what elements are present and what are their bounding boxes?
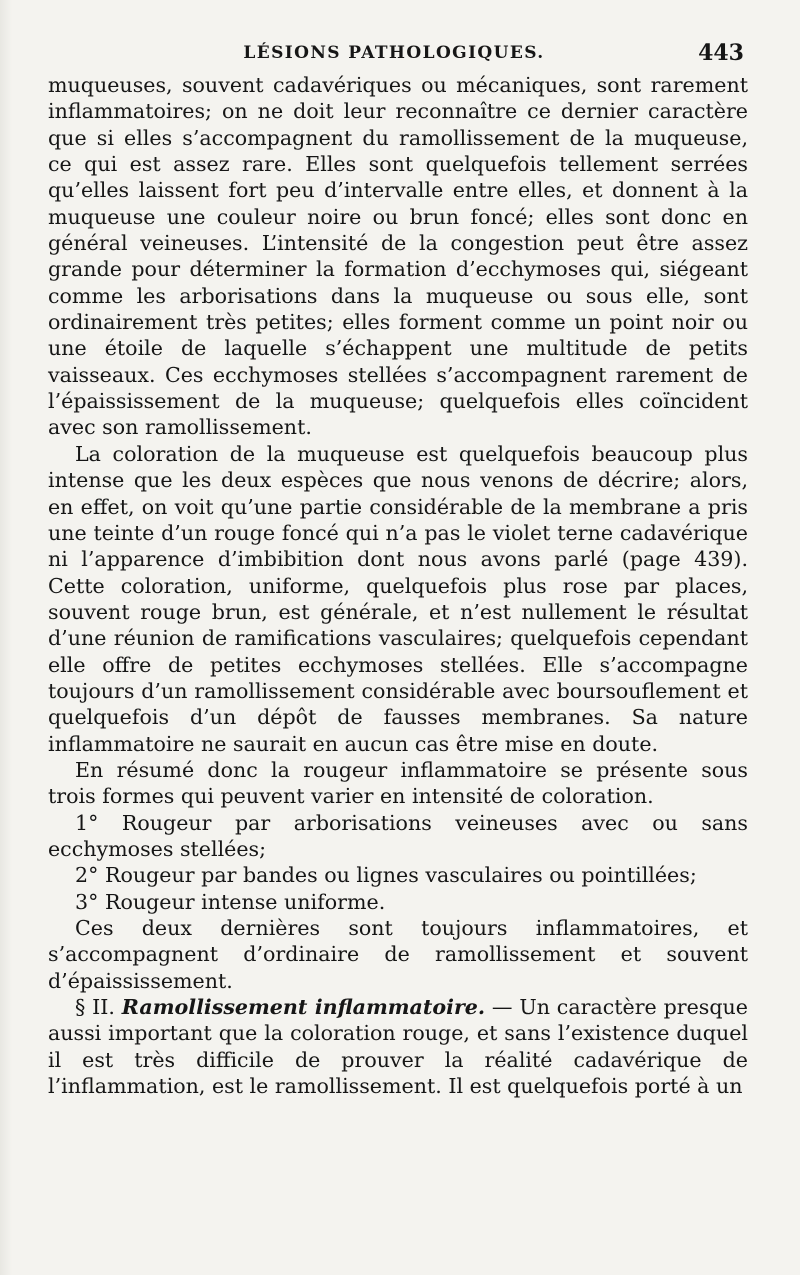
running-head <box>48 38 744 68</box>
page-gutter-shadow <box>0 0 12 1275</box>
section-paragraph <box>48 994 748 1099</box>
section-text: — Un caractère presque aussi important que la coloration rouge, et sans l’existence duquel il est très difficile de prouver la réalité cadavérique de l’inflammation, est le ramollissement. Il est quelquefois porté à un <box>48 995 748 1099</box>
section-title: Ramollissement inflammatoire. <box>121 995 486 1020</box>
paragraph: La coloration de la muqueuse est quelquefois beaucoup plus intense que les deux espèces que nous venons de décrire; alors, en effet, on voit qu’une partie considérable de la membrane a pris une teinte d’un rouge foncé qui n’a pas le violet terne cadavérique ni l’apparence d’imbibition dont nous avons parlé (page 439). Cette coloration, uniforme, quelquefois plus rose par places, souvent rouge brun, est générale, et n’est nullement le résultat d’une réunion de ramifications vasculaires; quelquefois cependant elle offre de petites ecchymoses stellées. Elle s’accompagne toujours d’un ramollissement considérable avec boursouflement et quelquefois d’un dépôt de fausses membranes. Sa nature inflammatoire ne saurait en aucun cas être mise en doute. <box>48 441 748 756</box>
paragraph: En résumé donc la rougeur inflammatoire se présente sous trois formes qui peuvent varier en intensité de coloration. <box>48 757 748 809</box>
body-text <box>48 72 748 1099</box>
page-number: 443 <box>698 40 744 66</box>
list-item: 2° Rougeur par bandes ou lignes vasculaires ou pointillées; <box>75 863 697 888</box>
paragraph-continued: muqueuses, souvent cadavériques ou mécaniques, sont rarement inflammatoires; on ne doit leur reconnaître ce dernier caractère que si elles s’accompagnent du ramollissement de la muqueuse, ce qui est assez rare. Elles sont quelquefois tellement serrées qu’elles laissent fort peu d’intervalle entre elles, et donnent à la muqueuse une couleur noire ou brun foncé; elles sont donc en général veineuses. L’intensité de la congestion peut être assez grande pour déterminer la formation d’ecchymoses qui, siégeant comme les arborisations dans la muqueuse ou sous elle, sont ordinairement très petites; elles forment comme un point noir ou une étoile de laquelle s’échappent une multitude de petits vaisseaux. Ces ecchymoses stellées s’accompagnent rarement de l’épaississement de la muqueuse; quelquefois elles coïncident avec son ramollissement. <box>48 73 748 440</box>
section-mark: § II. <box>75 995 115 1020</box>
paragraph: Ces deux dernières sont toujours inflammatoires, et s’accompagnent d’ordinaire de ramollissement et souvent d’épaississement. <box>48 916 748 993</box>
running-title: LÉSIONS PATHOLOGIQUES. <box>243 43 545 63</box>
list-item: 3° Rougeur intense uniforme. <box>75 889 386 914</box>
list-item: 1° Rougeur par arborisations veineuses avec ou sans ecchymoses stellées; <box>48 810 748 861</box>
